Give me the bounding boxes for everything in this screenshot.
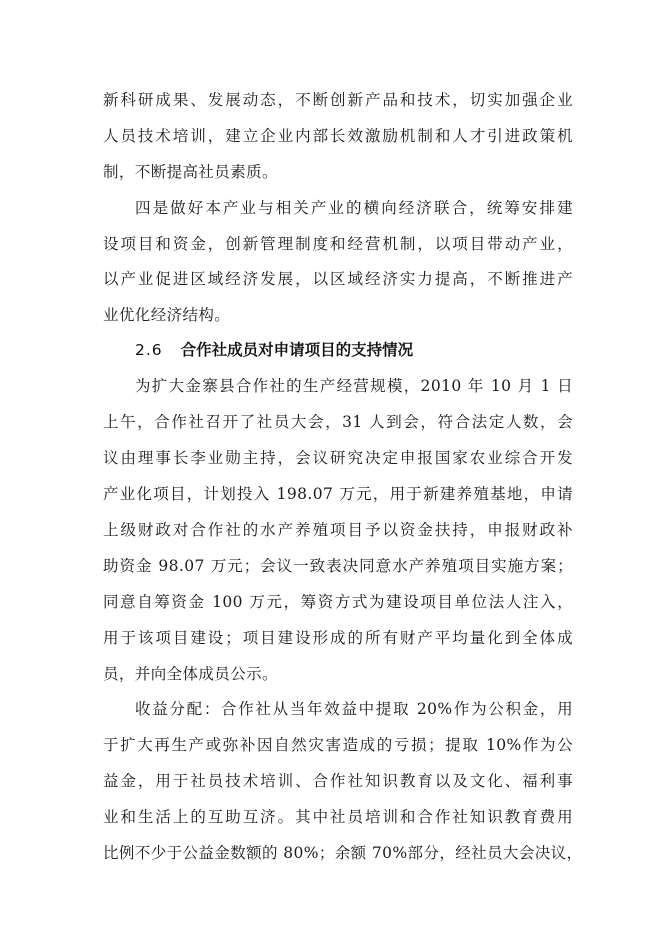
paragraph-4-line-2: 于扩大再生产或弥补因自然灾害造成的亏损；提取 10%作为公	[103, 736, 573, 754]
paragraph-2-line-3: 以产业促进区域经济发展，以区域经济实力提高，不断推进产	[103, 270, 573, 288]
paragraph-4-line-1: 收益分配：合作社从当年效益中提取 20%作为公积金，用	[135, 700, 573, 718]
paragraph-4-line-4: 业和生活上的互助互济。其中社员培训和合作社知识教育费用	[103, 808, 573, 826]
paragraph-3-line-4: 产业化项目，计划投入 198.07 万元，用于新建养殖基地，申请	[103, 485, 573, 503]
section-heading	[135, 339, 413, 361]
paragraph-3-line-7: 同意自筹资金 100 万元，筹资方式为建设项目单位法人注入，	[103, 593, 573, 611]
paragraph-3-line-3: 议由理事长李业勋主持，会议研究决定申报国家农业综合开发	[103, 449, 573, 467]
paragraph-2-line-2: 设项目和资金，创新管理制度和经营机制，以项目带动产业，	[103, 235, 573, 253]
paragraph-3-line-6: 助资金 98.07 万元；会议一致表决同意水产养殖项目实施方案；	[103, 557, 573, 575]
paragraph-1-line-3: 制，不断提高社员素质。	[103, 163, 278, 181]
paragraph-4-line-3: 益金，用于社员技术培训、合作社知识教育以及文化、福利事	[103, 772, 573, 790]
paragraph-1-line-1: 新科研成果、发展动态，不断创新产品和技术，切实加强企业	[103, 91, 573, 109]
section-title: 合作社成员对申请项目的支持情况	[180, 341, 414, 359]
paragraph-1-line-2: 人员技术培训，建立企业内部长效激励机制和人才引进政策机	[103, 127, 573, 145]
paragraph-4-line-5: 比例不少于公益金数额的 80%；余额 70%部分，经社员大会决议，	[103, 844, 583, 862]
paragraph-3-line-2: 上午，合作社召开了社员大会，31 人到会，符合法定人数，会	[103, 413, 573, 431]
paragraph-3-line-1: 为扩大金寨县合作社的生产经营规模，2010 年 10 月 1 日	[135, 377, 573, 395]
paragraph-2-line-4: 业优化经济结构。	[103, 306, 231, 324]
section-number: 2.6	[135, 341, 163, 359]
paragraph-3-line-5: 上级财政对合作社的水产养殖项目予以资金扶持，申报财政补	[103, 521, 573, 539]
paragraph-2-line-1: 四是做好本产业与相关产业的横向经济联合，统筹安排建	[135, 199, 573, 217]
paragraph-3-line-9: 员，并向全体成员公示。	[103, 665, 278, 683]
paragraph-3-line-8: 用于该项目建设；项目建设形成的所有财产平均量化到全体成	[103, 629, 573, 647]
